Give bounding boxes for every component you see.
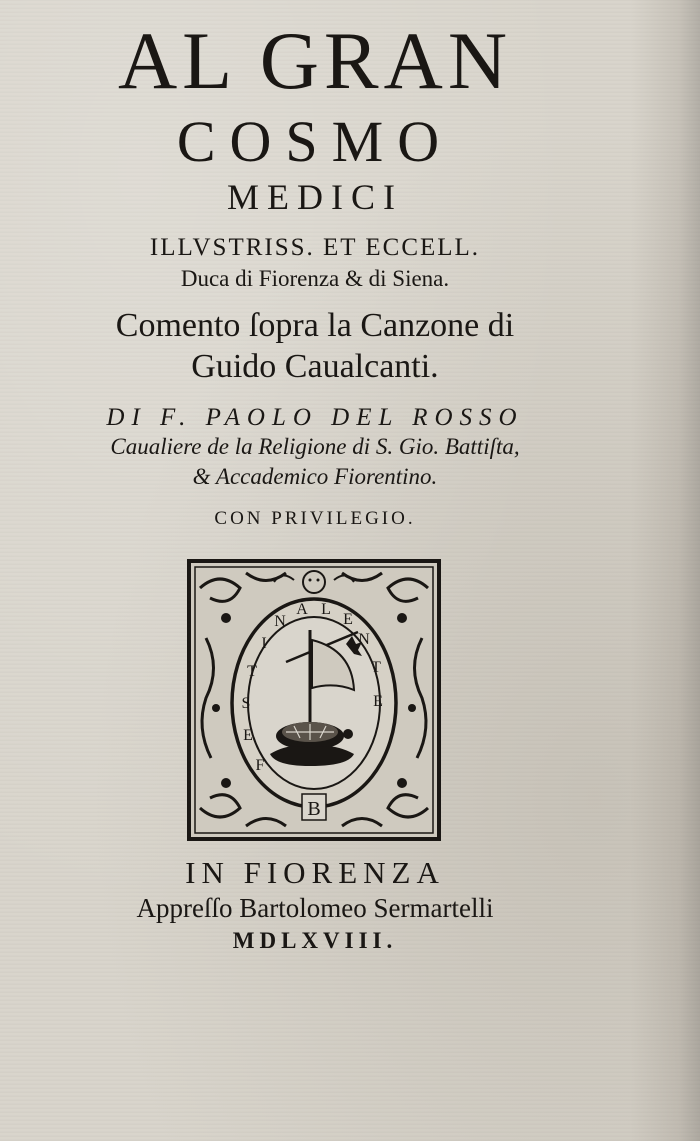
svg-text:T: T bbox=[371, 659, 381, 676]
svg-text:E: E bbox=[243, 727, 253, 744]
imprint-year: MDLXVIII. bbox=[232, 928, 398, 953]
svg-text:A: A bbox=[296, 601, 308, 618]
title-line-illustriss: ILLVSTRISS. ET ECCELL. bbox=[149, 234, 481, 261]
page-edge-shadow bbox=[630, 0, 700, 1141]
printers-mark-initial: B bbox=[307, 798, 321, 820]
svg-text:F: F bbox=[255, 757, 265, 774]
title-line-duca: Duca di Fiorenza & di Siena. bbox=[180, 266, 450, 291]
author-title: Caualiere de la Religione di S. Gio. Battiſta, bbox=[110, 434, 520, 459]
svg-text:N: N bbox=[274, 613, 286, 630]
tortoise-with-sail-emblem-icon bbox=[186, 558, 442, 842]
title-line-guido: Guido Caualcanti. bbox=[191, 348, 439, 385]
svg-text:E: E bbox=[373, 693, 383, 710]
title-line-medici: MEDICI bbox=[227, 177, 403, 217]
svg-text:I: I bbox=[261, 635, 267, 652]
title-line-al-gran: AL GRAN bbox=[117, 15, 513, 106]
svg-text:N: N bbox=[358, 631, 370, 648]
svg-text:S: S bbox=[241, 695, 251, 712]
privilege-line: CON PRIVILEGIO. bbox=[214, 508, 416, 529]
author-title-2: & Accademico Fiorentino. bbox=[192, 464, 438, 489]
imprint-printer: Appreſſo Bartolomeo Sermartelli bbox=[136, 893, 494, 923]
svg-text:E: E bbox=[343, 611, 353, 628]
title-line-comento: Comento ſopra la Canzone di bbox=[115, 307, 515, 344]
author-line: DI F. PAOLO DEL ROSSO bbox=[106, 404, 524, 431]
svg-text:L: L bbox=[321, 601, 331, 618]
imprint-place: IN FIORENZA bbox=[185, 855, 445, 890]
printers-mark bbox=[186, 558, 442, 842]
title-line-cosmo: COSMO bbox=[176, 109, 454, 174]
svg-text:T: T bbox=[247, 663, 257, 680]
